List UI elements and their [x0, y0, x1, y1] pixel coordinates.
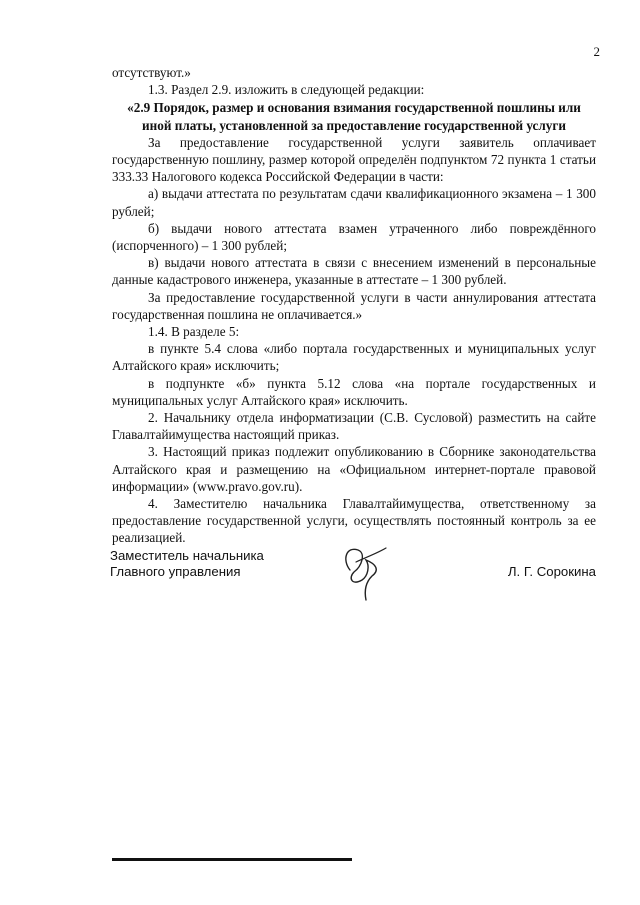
- paragraph: 4. Заместителю начальника Главалтайимущества, ответственному за предоставление государственной услуги, осуществлять постоянный контроль за ее реализацией.: [112, 496, 596, 546]
- paragraph: 3. Настоящий приказ подлежит опубликованию в Сборнике законодательства Алтайского края и размещению на «Официальном интернет-портале правовой информации» (www.pravo.gov.ru).: [112, 444, 596, 494]
- paragraph: За предоставление государственной услуги заявитель оплачивает государственную пошлину, размер которой определён подпунктом 72 пункта 1 статьи 333.33 Налогового кодекса Российской Федерации в части:: [112, 134, 596, 185]
- paragraph: в) выдачи нового аттестата в связи с внесением изменений в персональные данные кадастрового инженера, указанные в аттестате – 1 300 рублей.: [112, 255, 596, 288]
- paragraph: 1.3. Раздел 2.9. изложить в следующей редакции:: [148, 82, 425, 98]
- paragraph: б) выдачи нового аттестата взамен утраченного либо повреждённого (испорченного) – 1 300 рублей;: [112, 220, 596, 254]
- paragraph: отсутствуют.»: [112, 65, 191, 80]
- handwritten-signature: [336, 540, 396, 604]
- signatory-position: [110, 548, 264, 580]
- signatory-position-line: Главного управления: [110, 564, 241, 579]
- paragraph: а) выдачи аттестата по результатам сдачи квалификационного экзамена – 1 300 рублей;: [112, 186, 596, 219]
- paragraph: 1.4. В разделе 5:: [148, 324, 240, 340]
- document-body: [112, 64, 596, 547]
- paragraph: в пункте 5.4 слова «либо портала государственных и муниципальных услуг Алтайского края» исключить;: [112, 341, 596, 374]
- paragraph: в подпункте «б» пункта 5.12 слова «на портале государственных и муниципальных услуг Алтайского края» исключить.: [112, 375, 596, 408]
- footer-rule: [112, 858, 352, 861]
- signatory-name: Л. Г. Сорокина: [507, 564, 596, 579]
- page-number: 2: [593, 44, 600, 59]
- paragraph: За предоставление государственной услуги в части аннулирования аттестата государственная пошлина не оплачивается.»: [112, 289, 596, 322]
- signatory-position-line: Заместитель начальника: [110, 548, 264, 563]
- paragraph: 2. Начальнику отдела информатизации (С.В. Сусловой) разместить на сайте Главалтайимущества настоящий приказ.: [112, 410, 596, 443]
- section-heading: «2.9 Порядок, размер и основания взимания государственной пошлины или иной платы, установленной за предоставление государственной услуги: [127, 100, 581, 133]
